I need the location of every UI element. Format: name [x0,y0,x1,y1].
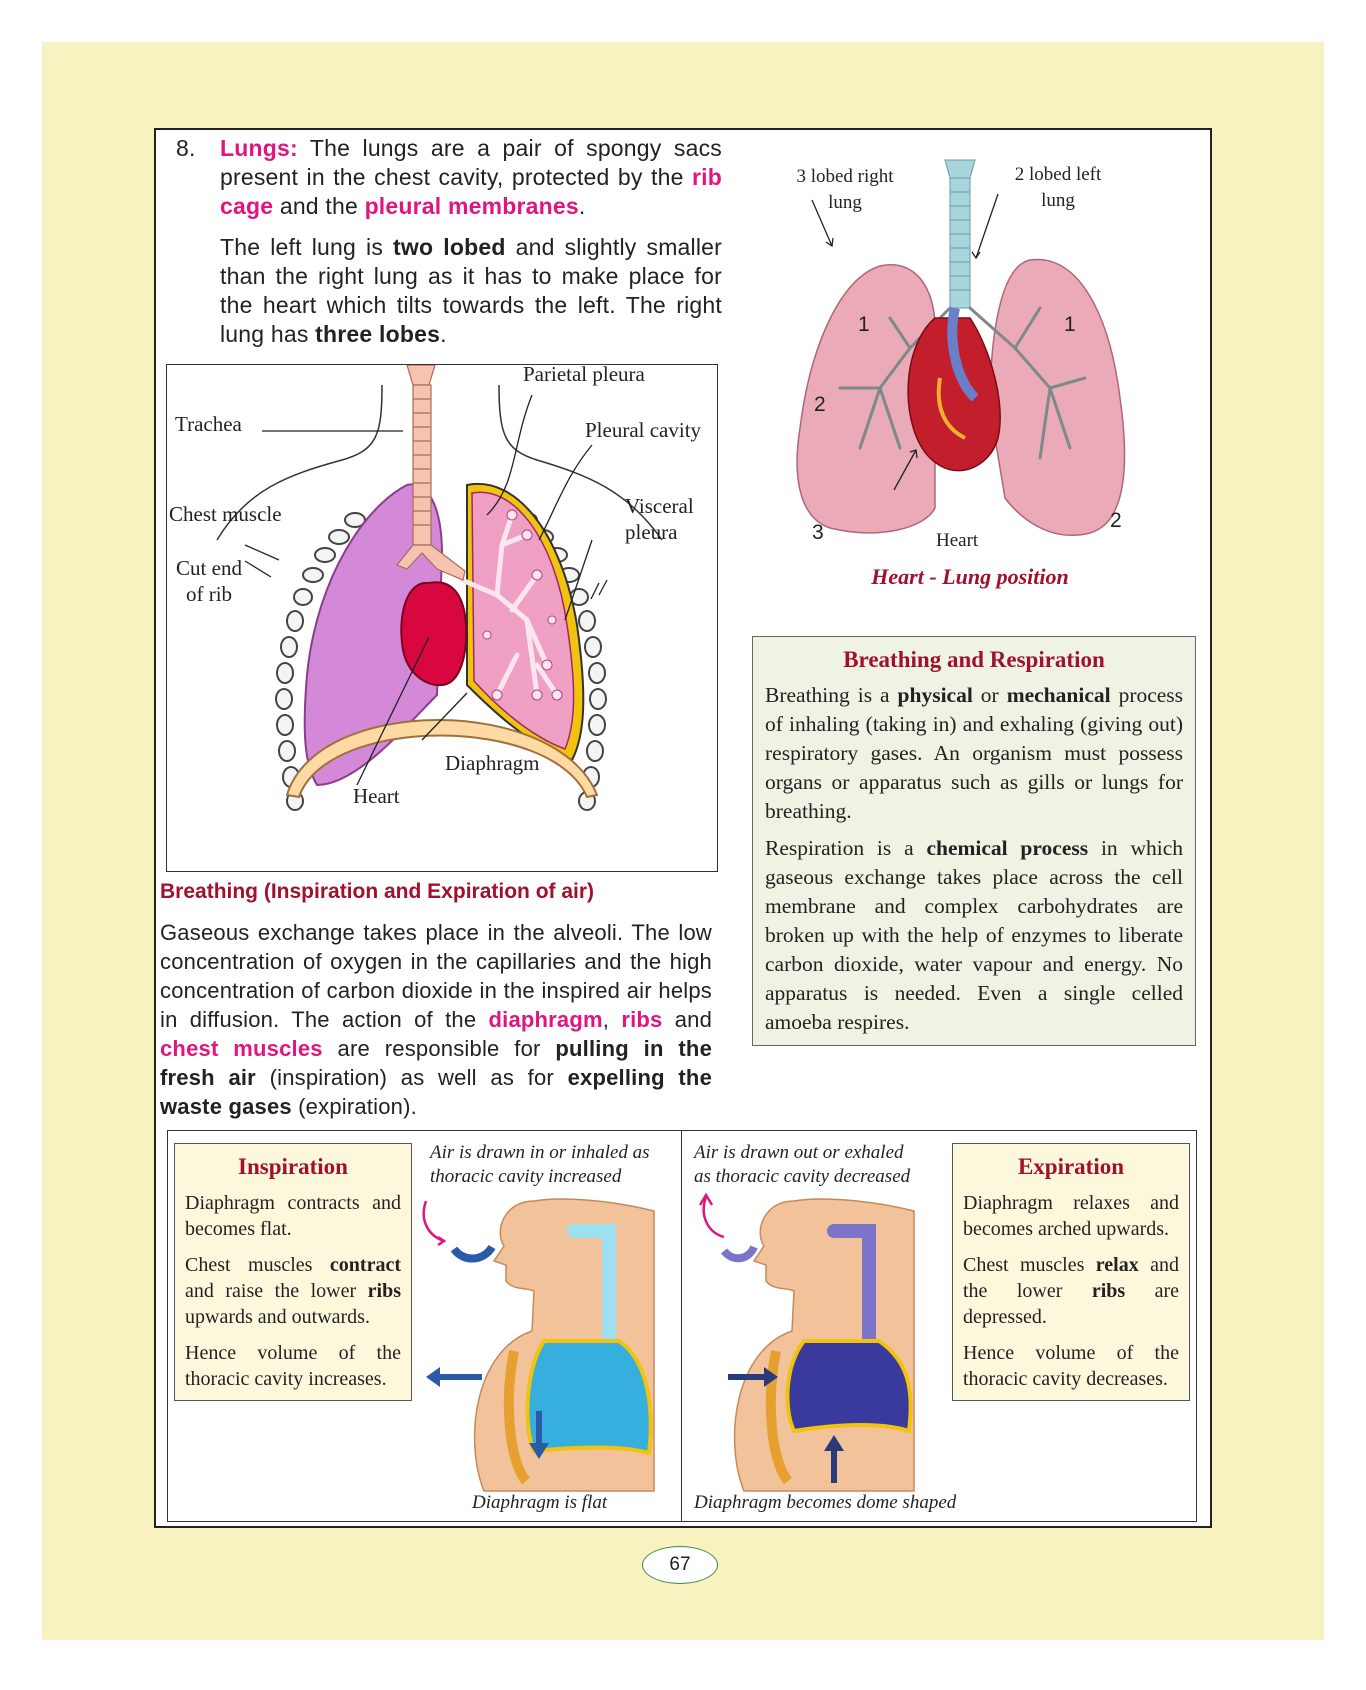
lobes-text: The left lung is [220,234,384,260]
heart-shape [401,582,466,685]
exp-text-2a: Chest muscles [963,1254,1085,1276]
left-lung-2-lobed [990,259,1125,535]
label-heart: Heart [353,784,400,808]
expiration-para-3: Hence volume of the thoracic cavity decreases. [963,1342,1179,1390]
expiration-para-2 [963,1252,1179,1330]
label-left-lung: 2 lobed left lung [1014,164,1102,211]
keyword-chest-muscles: chest muscles [160,1036,323,1061]
label-cut-end-of-rib: Cut end of rib [176,556,242,606]
right-lung-shape [472,492,574,749]
keyword-ribs-exp: ribs [1091,1280,1126,1302]
breathing-text-3: (inspiration) as well as for [269,1065,554,1090]
expiration-title: Expiration [1017,1154,1125,1179]
resp-text-1b: or [980,683,999,707]
inspiration-illustration [414,1191,684,1511]
keyword-physical: physical [897,683,973,707]
breathing-paragraph [160,918,712,1121]
inspiration-title: Inspiration [238,1154,348,1179]
respiration-box-para-2 [765,834,1183,1037]
lobes-text-2: and slightly smaller than the right lung as it has to make place for the heart which tilts towards the left. The right lung has [220,234,723,347]
insp-text-2c: upwards and outwards. [185,1306,370,1328]
lobe-number-l1: 1 [1064,313,1076,336]
label-trachea: Trachea [175,412,242,436]
inspiration-box [174,1143,412,1401]
resp-text-2b: in which gaseous exchange takes place across the cell membrane and complex carbohydrates are broken up with the help of enzymes to liberate carbon dioxide, water vapour and energy. No apparatus is needed. Even a single celled amoeba respires. [765,836,1184,1034]
breathing-text-4: (expiration). [298,1094,417,1119]
keyword-pleural-membranes: pleural membranes [364,193,579,219]
breathing-and: and [674,1007,713,1032]
insp-text-2a: Chest muscles [185,1254,313,1276]
inspiration-para-3: Hence volume of the thoracic cavity increases. [185,1342,401,1390]
respiration-box-title: Breathing and Respiration [843,647,1105,672]
item-number: 8. [176,135,196,161]
resp-text-1c: process of inhaling (taking in) and exhaling (giving out) respiratory gases. An organism must possess organs or apparatus such as gills or lungs for breathing. [765,683,1184,823]
inspiration-para-2 [185,1252,401,1330]
keyword-diaphragm: diaphragm [488,1007,603,1032]
inspiration-expiration-figure [167,1130,1197,1522]
lobe-number-l2: 2 [1110,509,1122,532]
label-pleural-cavity: Pleural cavity [585,418,702,442]
breathing-comma: , [602,1007,610,1032]
keyword-pulling-fresh-air: pulling in the fresh air [160,1036,713,1090]
keyword-expelling-waste: expelling the waste gases [160,1065,713,1119]
lobes-period: . [440,321,447,347]
lobe-number-r2: 2 [814,393,826,416]
keyword-rib-cage: rib cage [220,164,722,219]
heart-lung-caption: Heart - Lung position [871,564,1069,589]
respiration-box-para-1 [765,681,1183,826]
keyword-two-lobed: two lobed [393,234,506,260]
label-visceral-pleura: Visceral pleura [625,494,694,544]
expiration-illustration [684,1191,944,1511]
lung-diagram-figure [166,364,718,872]
lungs-heading: Lungs: [220,135,298,161]
keyword-three-lobes: three lobes [315,321,441,347]
page-number: 67 [642,1546,718,1584]
intro-period: . [578,193,586,219]
heart-lung-figure [740,148,1200,608]
label-right-lung: 3 lobed right lung [796,166,894,213]
keyword-ribs: ribs [621,1007,663,1032]
breathing-text-2: are responsible for [337,1036,541,1061]
lobe-number-r1: 1 [858,313,870,336]
keyword-contract: contract [329,1254,401,1276]
inhale-caption: Air is drawn in or inhaled as thoracic cavity increased [430,1142,650,1187]
intro-text-2: present in the chest cavity, protected by the [220,164,684,190]
expiration-bottom-caption: Diaphragm becomes dome shaped [694,1492,957,1513]
keyword-relax: relax [1095,1254,1139,1276]
breathing-text-1: Gaseous exchange takes place in the alveoli. The low concentration of oxygen in the capillaries and the high concentration of carbon dioxide in the inspired air helps in diffusion. The action of the [160,920,712,1032]
expiration-box [952,1143,1190,1401]
intro-text: The lungs are a pair of spongy sacs [309,135,722,161]
breathing-heading: Breathing (Inspiration and Expiration of air) [160,880,595,903]
label-parietal-pleura: Parietal pleura [523,362,645,386]
lobe-number-r3: 3 [812,521,824,544]
exp-text-2b: and the lower [963,1254,1180,1302]
insp-text-2b: and raise the lower [185,1280,357,1302]
keyword-mechanical: mechanical [1006,683,1111,707]
resp-text-2a: Respiration is a [765,836,914,860]
label-heart-2: Heart [936,530,979,551]
label-chest-muscle: Chest muscle [169,502,282,526]
label-diaphragm: Diaphragm [445,751,540,775]
intro-and: and the [279,193,358,219]
intro-paragraph [176,134,722,349]
resp-text-1a: Breathing is a [765,683,890,707]
exp-text-2c: are depressed. [963,1280,1179,1328]
keyword-chemical-process: chemical process [926,836,1089,860]
keyword-ribs-insp: ribs [367,1280,401,1302]
respiration-box [752,636,1196,1046]
inspiration-bottom-caption: Diaphragm is flat [472,1492,608,1513]
exhale-caption: Air is drawn out or exhaled as thoracic cavity decreased [694,1142,911,1187]
expiration-para-1: Diaphragm relaxes and becomes arched upwards. [963,1192,1179,1240]
inspiration-para-1: Diaphragm contracts and becomes flat. [185,1192,401,1240]
